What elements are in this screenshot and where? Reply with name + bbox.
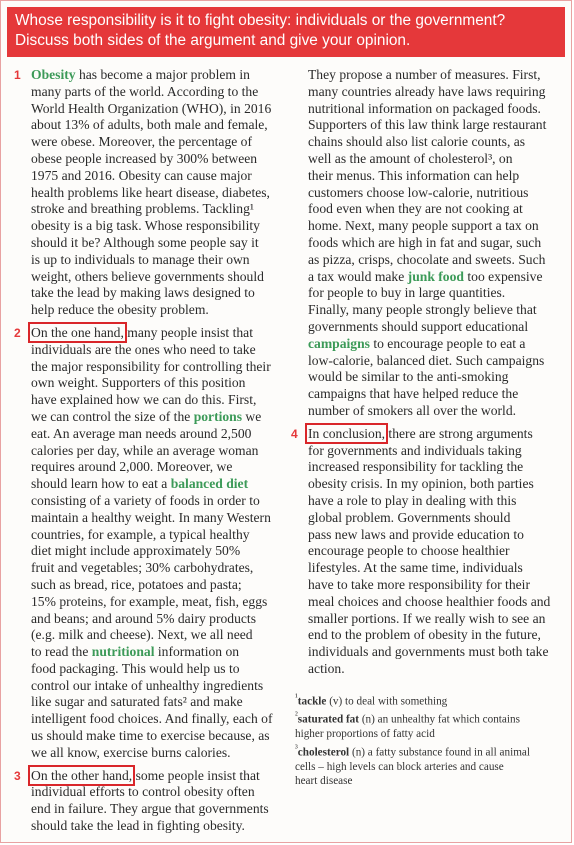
- text-line: requires around 2,000. Moreover, we: [31, 459, 233, 475]
- text-line: fruit and vegetables; 30% carbohydrates,: [31, 560, 254, 576]
- text-line: encourage people to choose healthier: [308, 543, 510, 559]
- text-line: meal choices and choose healthier foods and: [308, 593, 551, 609]
- question-line-2: Discuss both sides of the argument and give your opinion.: [15, 32, 411, 49]
- keyword-campaigns: campaigns: [308, 335, 370, 351]
- line-group: [308, 67, 556, 269]
- text-line: increased responsibility for tackling the: [308, 459, 524, 475]
- text-line: us should make time to exercise because, as: [31, 728, 270, 744]
- footnote-1: [295, 691, 565, 709]
- text-line: for governments and individuals taking: [308, 442, 522, 458]
- text-line: [31, 476, 281, 493]
- text-span: has become a major problem in: [75, 67, 250, 82]
- text-line: would be similar to the anti-smoking: [308, 369, 509, 385]
- text-line: World Health Organization (WHO), in 2016: [31, 100, 272, 116]
- line-group: [308, 443, 556, 678]
- keyword-portions: portions: [193, 408, 243, 424]
- text-line: nutritional information on packaged foods.: [308, 100, 541, 116]
- paragraph-number: 4: [291, 426, 298, 441]
- text-span: a tax would make: [308, 268, 408, 284]
- text-line: campaigns that have helped reduce the: [308, 386, 519, 402]
- text-line: intelligent food choices. And finally, each of: [31, 711, 273, 727]
- keyword-junk-food: junk food: [407, 268, 464, 284]
- text-span: there are strong arguments: [385, 425, 533, 441]
- text-line: stroke and breathing problems. Tackling¹: [31, 201, 254, 217]
- line-group: [31, 661, 281, 762]
- text-line: calories per day, while an average woman: [31, 442, 259, 458]
- keyword-obesity: Obesity: [31, 67, 76, 82]
- paragraph-3-continued: [308, 67, 556, 420]
- text-line: end in failure. They argue that governments: [31, 801, 269, 817]
- text-line: [308, 336, 556, 353]
- line-group: [308, 285, 556, 335]
- footnote-2: [295, 709, 565, 727]
- question-line-1: Whose responsibility is it to fight obesity: individuals or the government?: [15, 12, 506, 29]
- text-span: we: [242, 408, 262, 424]
- text-span: too expensive: [463, 268, 543, 284]
- footnote-marker: ³: [295, 743, 298, 754]
- text-line: the major responsibility for controlling their: [31, 358, 271, 374]
- text-span: many people insist that: [123, 324, 253, 340]
- text-line: [31, 409, 281, 426]
- line-group: [31, 342, 281, 409]
- text-line: [31, 67, 281, 84]
- text-span: some people insist that: [132, 767, 260, 783]
- text-line: low-calorie, balanced diet. Such campaigns: [308, 352, 545, 368]
- paragraph-1: [14, 67, 281, 319]
- text-line: should it be? Although some people say it: [31, 234, 259, 250]
- text-line: eat. An average man needs around 2,500: [31, 425, 252, 441]
- text-line: [31, 768, 281, 785]
- text-line: [308, 269, 556, 286]
- footnotes: [295, 691, 565, 789]
- text-line: such as bread, rice, potatoes and pasta;: [31, 576, 242, 592]
- text-line: 15% proteins, for example, meat, fish, eggs: [31, 593, 268, 609]
- paragraph-3: [14, 767, 281, 835]
- footnote-2-continued: higher proportions of fatty acid: [295, 728, 435, 741]
- text-line: should take the lead in fighting obesity.: [31, 818, 245, 834]
- text-line: maintain a healthy weight. In many Western: [31, 509, 271, 525]
- text-line: individuals and governments must both take: [308, 644, 549, 660]
- text-line: individual efforts to control obesity often: [31, 784, 255, 800]
- text-line: governments should support educational: [308, 318, 529, 334]
- left-column: [14, 67, 281, 841]
- text-line: chains should also list calorie counts, as: [308, 134, 526, 150]
- footnote-term: saturated fat: [297, 713, 360, 726]
- question-banner: [7, 7, 565, 57]
- text-line: have a role to play in dealing with this: [308, 492, 517, 508]
- footnote-term: tackle: [297, 695, 327, 708]
- text-line: foods which are high in fat and sugar, such: [308, 234, 542, 250]
- footnote-marker: ¹: [295, 693, 298, 703]
- footnote-3-continued: cells – high levels can block arteries and cause: [295, 760, 504, 773]
- text-line: pass new laws and provide education to: [308, 526, 524, 542]
- text-line: They propose a number of measures. First,: [308, 67, 541, 82]
- paragraph-number: 1: [14, 68, 21, 82]
- text-line: food even when they are not cooking at: [308, 201, 523, 217]
- paragraph-number: 3: [14, 768, 21, 783]
- text-span: to encourage people to eat a: [369, 335, 526, 351]
- text-line: is up to individuals to manage their own: [31, 251, 250, 267]
- footnote-definition: (n) a fatty substance found in all animal: [349, 746, 530, 759]
- text-line: help reduce the obesity problem.: [31, 302, 209, 318]
- footnote-definition: (v) to deal with something: [326, 695, 448, 708]
- text-line: obesity is a big task. Whose responsibility: [31, 218, 260, 234]
- text-line: well as the amount of cholesterol³, on: [308, 150, 513, 166]
- text-line: take the lead by making laws designed to: [31, 285, 255, 301]
- text-line: as pizza, crisps, chocolate and sweets. Such: [308, 251, 546, 267]
- footnote-definition: (n) an unhealthy fat which contains: [359, 713, 520, 726]
- text-line: food packaging. This would help us to: [31, 660, 240, 676]
- text-line: end to the problem of obesity in the future,: [308, 627, 541, 643]
- text-line: many parts of the world. According to the: [31, 83, 259, 99]
- text-line: smaller portions. If we really wish to see an: [308, 610, 546, 626]
- text-line: diet might include approximately 50%: [31, 543, 241, 559]
- text-line: like sugar and saturated fats² and make: [31, 694, 243, 710]
- paragraph-4: [291, 425, 556, 678]
- text-line: health problems like heart disease, diabetes,: [31, 184, 270, 200]
- text-line: Supporters of this law think large restaurant: [308, 117, 547, 133]
- text-line: have explained how we can do this. First,: [31, 392, 257, 408]
- text-span: to read the: [31, 644, 92, 660]
- footnote-3: [295, 742, 565, 760]
- text-line: (e.g. milk and cheese). Next, we all need: [31, 627, 253, 643]
- linker-on-the-one-hand: On the one hand,: [31, 324, 124, 340]
- text-line: for people to buy in large quantities.: [308, 285, 506, 301]
- text-line: their menus. This information can help: [308, 167, 520, 183]
- text-line: control our intake of unhealthy ingredients: [31, 677, 264, 693]
- text-span: we can control the size of the: [31, 408, 194, 424]
- text-line: obesity crisis. In my opinion, both parties: [308, 476, 534, 492]
- footnote-term: cholesterol: [297, 746, 350, 759]
- paragraph-2: [14, 324, 281, 762]
- linker-in-conclusion: In conclusion,: [308, 425, 386, 441]
- text-line: 1975 and 2016. Obesity can cause major: [31, 167, 252, 183]
- text-line: were obese. Moreover, the percentage of: [31, 134, 252, 150]
- text-line: about 13% of adults, both male and female,: [31, 117, 268, 133]
- text-line: global problem. Governments should: [308, 509, 511, 525]
- text-line: home. Next, many people support a tax on: [308, 218, 539, 234]
- keyword-nutritional: nutritional: [91, 644, 155, 660]
- text-line: customers choose low-calorie, nutritious: [308, 184, 529, 200]
- text-line: have to take more responsibility for their: [308, 576, 530, 592]
- text-line: obese people increased by 300% between: [31, 150, 258, 166]
- text-line: lifestyles. At the same time, individuals: [308, 560, 523, 576]
- right-column: [291, 67, 556, 684]
- footnote-marker: ²: [295, 711, 298, 722]
- footnote-3-continued: heart disease: [295, 775, 353, 788]
- line-group: [31, 426, 281, 476]
- text-line: and beans; and around 5% dairy products: [31, 610, 256, 626]
- text-line: many countries already have laws requiring: [308, 83, 546, 99]
- text-line: we all know, exercise burns calories.: [31, 744, 231, 760]
- text-line: [31, 325, 281, 342]
- line-group: [31, 784, 281, 834]
- text-line: number of smokers all over the world.: [308, 402, 517, 418]
- line-group: [31, 493, 281, 644]
- linker-on-the-other-hand: On the other hand,: [31, 767, 133, 783]
- text-line: own weight. Supporters of this position: [31, 375, 246, 391]
- text-line: individuals are the ones who need to take: [31, 341, 256, 357]
- keyword-balanced-diet: balanced diet: [170, 476, 249, 492]
- text-line: action.: [308, 660, 345, 676]
- text-line: consisting of a variety of foods in order to: [31, 492, 260, 508]
- text-line: weight, others believe governments should: [31, 268, 264, 284]
- text-span: information on: [154, 644, 240, 660]
- text-line: [31, 644, 281, 661]
- line-group: [308, 353, 556, 420]
- text-line: countries, for example, a typical healthy: [31, 526, 250, 542]
- paragraph-number: 2: [14, 325, 21, 340]
- text-line: Finally, many people strongly believe that: [308, 302, 537, 318]
- text-line: [308, 426, 556, 443]
- line-group: [31, 84, 281, 319]
- text-span: should learn how to eat a: [31, 476, 171, 492]
